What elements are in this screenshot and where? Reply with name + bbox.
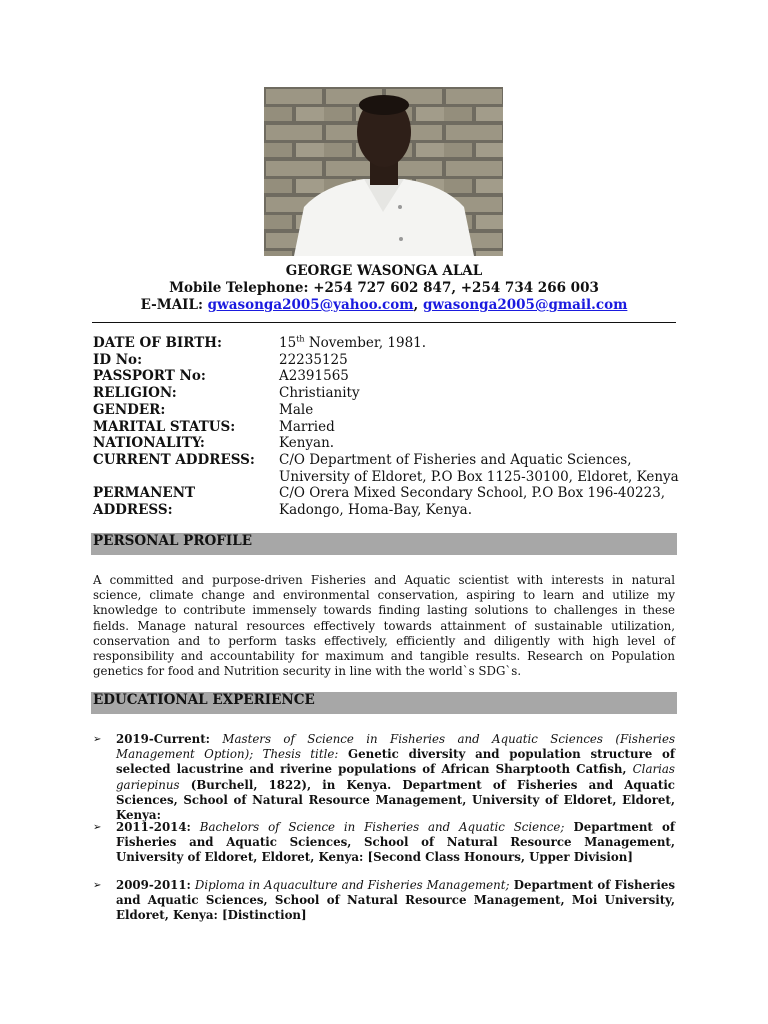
education-period: 2019-Current: — [116, 732, 211, 746]
education-species: Clarias gariepinus — [116, 762, 675, 792]
detail-label: MARITAL STATUS: — [93, 418, 236, 435]
detail-row-dob — [93, 335, 683, 352]
detail-label: GENDER: — [93, 401, 166, 418]
education-thesis: Genetic diversity and population structure of selected lacustrine and riverine populations of African Sharptooth Catfish, — [116, 747, 675, 777]
education-item-text — [116, 878, 675, 924]
arrow-bullet-icon: ➢ — [93, 822, 102, 833]
detail-value — [279, 452, 683, 485]
mobile-line — [0, 280, 768, 297]
profile-photo — [264, 87, 503, 256]
detail-value: A2391565 — [279, 368, 349, 385]
contact-header — [0, 263, 768, 314]
profile-photo-image — [264, 87, 503, 256]
education-item — [93, 878, 675, 924]
detail-label: CURRENT ADDRESS: — [93, 451, 255, 468]
dob-rest: November, 1981. — [304, 335, 427, 351]
detail-row-marital — [93, 419, 683, 436]
address-line: C/O Department of Fisheries and Aquatic Sciences, — [279, 451, 632, 468]
detail-label: DATE OF BIRTH: — [93, 335, 223, 351]
education-period: 2011-2014: — [116, 820, 191, 834]
email-line — [0, 297, 768, 314]
detail-row-nationality — [93, 435, 683, 452]
education-item — [93, 732, 675, 823]
email-link-gmail[interactable]: gwasonga2005@gmail.com — [422, 297, 628, 313]
address-line: Kadongo, Homa-Bay, Kenya. — [279, 502, 473, 519]
section-heading-profile: PERSONAL PROFILE — [91, 533, 677, 555]
email-label: E-MAIL: — [140, 297, 203, 313]
detail-row-id — [93, 352, 683, 369]
education-item-text — [116, 820, 675, 866]
education-details: (Burchell, 1822), in Kenya. Department of Fisheries and Aquatic Sciences, School of Natural Resource Management, University of Eldoret, Eldoret, Kenya: — [116, 777, 675, 823]
mobile-value: +254 727 602 847, +254 734 266 003 — [313, 280, 599, 296]
mobile-label: Mobile Telephone: — [169, 280, 309, 296]
detail-value — [279, 485, 683, 518]
education-period: 2009-2011: — [116, 878, 191, 892]
education-course: Bachelors of Science in Fisheries and Aquatic Science; — [190, 820, 565, 834]
education-details: Department of Fisheries and Aquatic Sciences, School of Natural Resource Management, Moi University, Eldoret, Kenya: [Distinction] — [116, 878, 675, 923]
detail-value: 22235125 — [279, 351, 348, 368]
dob-day: 15 — [279, 335, 297, 351]
personal-details — [93, 335, 683, 519]
detail-value: Male — [279, 401, 314, 418]
detail-label: PASSPORT No: — [93, 368, 206, 385]
section-heading-education: EDUCATIONAL EXPERIENCE — [91, 692, 677, 714]
education-item-text — [116, 732, 675, 823]
detail-value — [279, 335, 683, 352]
address-line: University of Eldoret, P.O Box 1125-30100, Eldoret, Kenya — [279, 468, 679, 485]
arrow-bullet-icon: ➢ — [93, 734, 102, 745]
detail-row-passport — [93, 368, 683, 385]
detail-value: Kenyan. — [279, 435, 335, 452]
header-divider — [92, 322, 676, 323]
detail-row-religion — [93, 385, 683, 402]
arrow-bullet-icon: ➢ — [93, 880, 102, 891]
education-item — [93, 820, 675, 866]
address-line: C/O Orera Mixed Secondary School, P.O Box 196-40223, — [279, 485, 666, 502]
full-name: GEORGE WASONGA ALAL — [285, 263, 483, 279]
detail-value: Married — [279, 418, 335, 435]
email-separator: , — [413, 297, 419, 313]
detail-label: NATIONALITY: — [93, 435, 205, 452]
detail-row-current-address — [93, 452, 683, 485]
detail-row-permanent-address — [93, 485, 683, 518]
profile-paragraph: A committed and purpose-driven Fisheries and Aquatic scientist with interests in natural science, climate change and environmental conservation, aspiring to learn and utilize my knowledge to contribute immensely towards finding lasting solutions to challenges in these fields. Manage natural resources effectively towards attainment of sustainable utilization, conservation and to perform tasks effectively, efficiently and diligently with high level of responsibility and accountability for maximum and tangible results. Research on Population genetics for food and Nutrition security in line with the world`s SDG`s. — [93, 573, 675, 679]
education-details: Department of Fisheries and Aquatic Sciences, School of Natural Resource Management, University of Eldoret, Eldoret, Kenya: [Second Class Honours, Upper Division] — [116, 820, 675, 865]
dob-suffix: th — [296, 334, 305, 344]
detail-label: RELIGION: — [93, 385, 177, 402]
education-course: Diploma in Aquaculture and Fisheries Management; — [190, 878, 510, 892]
detail-label: ID No: — [93, 351, 143, 368]
email-link-yahoo[interactable]: gwasonga2005@yahoo.com — [207, 297, 414, 313]
detail-value: Christianity — [279, 385, 360, 402]
detail-label: PERMANENT ADDRESS: — [93, 485, 196, 519]
education-course: Masters of Science in Fisheries and Aquatic Sciences (Fisheries Management Option); Thesis title: — [116, 732, 675, 762]
detail-row-gender — [93, 402, 683, 419]
